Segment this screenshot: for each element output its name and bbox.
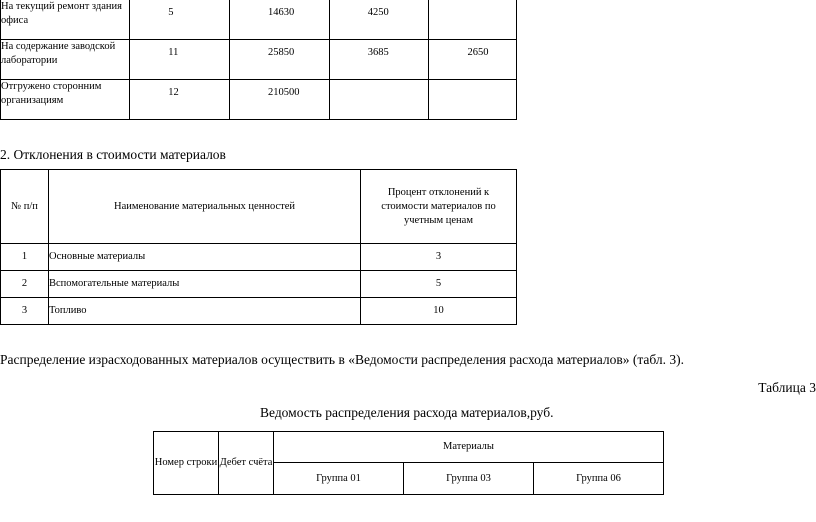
row-name: На текущий ремонт здания офиса: [1, 0, 130, 40]
cell: 12: [130, 80, 230, 120]
header-cell: Номер строки: [154, 432, 219, 495]
cell: 3: [361, 244, 517, 271]
table-header-row: [1, 170, 517, 244]
header-cell: Наименование материальных ценностей: [49, 170, 361, 244]
table-row: [1, 0, 517, 40]
table-row: [1, 271, 517, 298]
distribution-table: [153, 431, 664, 495]
cell: 210500: [229, 80, 329, 120]
cell: 2650: [429, 40, 517, 80]
cell: [329, 80, 429, 120]
table-row: [1, 40, 517, 80]
row-name: На содержание заводской лаборатории: [1, 40, 130, 80]
header-cell: Группа 06: [534, 463, 664, 495]
table-row: [1, 298, 517, 325]
table-label: Таблица 3: [758, 380, 816, 395]
cell: 11: [130, 40, 230, 80]
cell: 10: [361, 298, 517, 325]
row-name: Отгружено сторонним организациям: [1, 80, 130, 120]
cell: 5: [361, 271, 517, 298]
paragraph: Распределение израсходованных материалов осуществить в «Ведомости распределения расхода материалов» (табл. 3).: [0, 352, 685, 367]
header-cell: Материалы: [274, 432, 664, 463]
cell: [429, 80, 517, 120]
cell: 3: [1, 298, 49, 325]
header-cell: Процент отклонений к стоимости материалов по учетным ценам: [361, 170, 517, 244]
cell: [429, 0, 517, 40]
table-header-row: [154, 432, 664, 463]
cell: 2: [1, 271, 49, 298]
cell: 1: [1, 244, 49, 271]
header-cell: № п/п: [1, 170, 49, 244]
deviation-table: [0, 169, 517, 325]
cell: Вспомогательные материалы: [49, 271, 361, 298]
header-cell: Дебет счёта: [219, 432, 274, 495]
materials-usage-table: [0, 0, 517, 120]
cell: 3685: [329, 40, 429, 80]
cell: 4250: [329, 0, 429, 40]
cell: 5: [130, 0, 230, 40]
section-heading: 2. Отклонения в стоимости материалов: [0, 147, 226, 162]
cell: Топливо: [49, 298, 361, 325]
table-row: [1, 244, 517, 271]
cell: Основные материалы: [49, 244, 361, 271]
table-title: Ведомость распределения расхода материалов,руб.: [260, 405, 554, 420]
cell: 14630: [229, 0, 329, 40]
cell: 25850: [229, 40, 329, 80]
header-cell: Группа 01: [274, 463, 404, 495]
table-row: [1, 80, 517, 120]
header-cell: Группа 03: [404, 463, 534, 495]
